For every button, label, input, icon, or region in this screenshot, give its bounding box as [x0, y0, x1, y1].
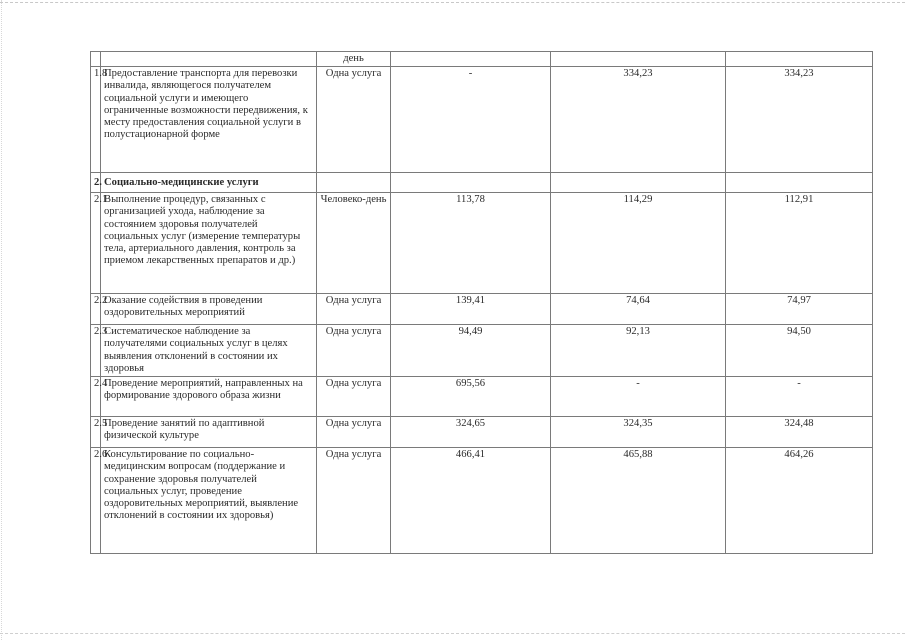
cell-tariff-1	[391, 52, 551, 67]
cell-unit: Одна услуга	[317, 325, 391, 377]
cell-tariff-2: 465,88	[551, 448, 726, 554]
cell-number: 2.5	[91, 417, 101, 448]
table-row	[91, 294, 873, 325]
cell-service-name: Проведение занятий по адаптивной физической культуре	[101, 417, 317, 448]
cell-tariff-3	[726, 52, 873, 67]
cell-tariff-3	[726, 173, 873, 193]
cell-service-name: Систематическое наблюдение за получателями социальных услуг в целях выявления отклонений в состоянии их здоровья	[101, 325, 317, 377]
table-row	[91, 448, 873, 554]
cell-number: 2.2	[91, 294, 101, 325]
table-row	[91, 325, 873, 377]
cell-tariff-1: 466,41	[391, 448, 551, 554]
cell-service-name: Предоставление транспорта для перевозки инвалида, являющегося получателем социальной услуги и имеющего ограниченные возможности передвижения, к месту предоставления социальной услуги в полустационарной форме	[101, 67, 317, 173]
scan-edge-top	[0, 2, 905, 4]
cell-tariff-3: 112,91	[726, 193, 873, 294]
cell-unit: Одна услуга	[317, 67, 391, 173]
cell-tariff-1: -	[391, 67, 551, 173]
cell-service-name	[101, 52, 317, 67]
cell-number: 2.4	[91, 377, 101, 417]
cell-unit: Человеко-день	[317, 193, 391, 294]
section-row	[91, 173, 873, 193]
cell-tariff-3: -	[726, 377, 873, 417]
cell-tariff-3: 94,50	[726, 325, 873, 377]
cell-service-name: Оказание содействия в проведении оздоровительных мероприятий	[101, 294, 317, 325]
cell-number	[91, 52, 101, 67]
tariff-table-body	[91, 52, 873, 554]
cell-tariff-3: 324,48	[726, 417, 873, 448]
cell-tariff-2	[551, 52, 726, 67]
cell-tariff-2: 74,64	[551, 294, 726, 325]
cell-number: 1.8	[91, 67, 101, 173]
cell-unit: Одна услуга	[317, 377, 391, 417]
cell-service-name: Социально-медицинские услуги	[101, 173, 317, 193]
table-row	[91, 193, 873, 294]
cell-number: 2.	[91, 173, 101, 193]
cell-service-name: Проведение мероприятий, направленных на формирование здорового образа жизни	[101, 377, 317, 417]
cell-tariff-3: 334,23	[726, 67, 873, 173]
cell-unit	[317, 173, 391, 193]
cell-tariff-1: 695,56	[391, 377, 551, 417]
tariff-table	[90, 51, 873, 554]
cell-tariff-1: 139,41	[391, 294, 551, 325]
table-row	[91, 67, 873, 173]
cell-tariff-2: 334,23	[551, 67, 726, 173]
cell-tariff-1: 113,78	[391, 193, 551, 294]
cell-number: 2.6	[91, 448, 101, 554]
cell-number: 2.1	[91, 193, 101, 294]
table-row	[91, 417, 873, 448]
cell-tariff-2: 92,13	[551, 325, 726, 377]
cell-tariff-2: 114,29	[551, 193, 726, 294]
cell-tariff-2: -	[551, 377, 726, 417]
cell-tariff-2	[551, 173, 726, 193]
cell-tariff-1	[391, 173, 551, 193]
table-row	[91, 52, 873, 67]
cell-tariff-3: 74,97	[726, 294, 873, 325]
cell-unit: день	[317, 52, 391, 67]
cell-unit: Одна услуга	[317, 294, 391, 325]
cell-unit: Одна услуга	[317, 448, 391, 554]
cell-tariff-1: 324,65	[391, 417, 551, 448]
cell-service-name: Консультирование по социально-медицинским вопросам (поддержание и сохранение здоровья получателей социальных услуг, проведение оздоровительных мероприятий, выявление отклонений в состоянии их здоровья)	[101, 448, 317, 554]
cell-number: 2.3	[91, 325, 101, 377]
scan-edge-left	[1, 0, 3, 640]
cell-unit: Одна услуга	[317, 417, 391, 448]
cell-tariff-2: 324,35	[551, 417, 726, 448]
cell-tariff-3: 464,26	[726, 448, 873, 554]
cell-tariff-1: 94,49	[391, 325, 551, 377]
cell-service-name: Выполнение процедур, связанных с организацией ухода, наблюдение за состоянием здоровья получателей социальных услуг (измерение температуры тела, артериального давления, контроль за приемом лекарственных препаратов и др.)	[101, 193, 317, 294]
table-row	[91, 377, 873, 417]
scan-edge-bottom	[0, 633, 905, 635]
